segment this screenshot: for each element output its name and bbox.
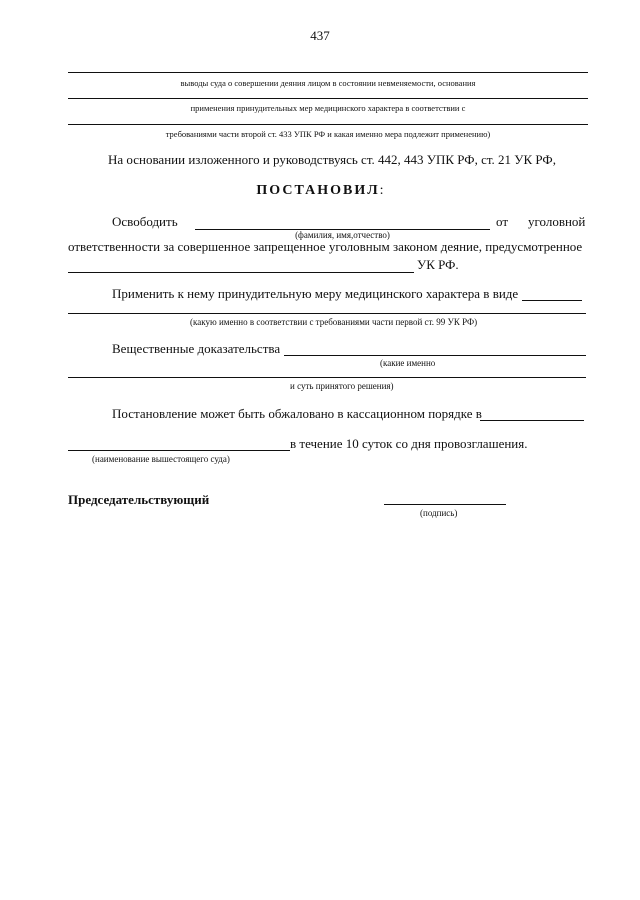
evidence-label: Вещественные доказательства xyxy=(112,341,281,356)
release-label: Освободить xyxy=(112,214,178,229)
evidence-caption-2: и суть принятого решения) xyxy=(290,381,394,391)
court-caption: (наименование вышестоящего суда) xyxy=(92,454,230,464)
fill-line xyxy=(68,72,588,73)
appeal-text: Постановление может быть обжаловано в кассационном порядке в xyxy=(112,406,482,421)
caption-line-1: выводы суда о совершении деяния лицом в состоянии невменяемости, основания xyxy=(180,78,476,88)
name-caption: (фамилия, имя,отчество) xyxy=(295,230,390,240)
caption-line-2: применения принудительных мер медицинского характера в соответствии с xyxy=(190,103,466,113)
appeal-term: в течение 10 суток со дня провозглашения. xyxy=(290,436,528,451)
basis-text: На основании изложенного и руководствуясь ст. 442, 443 УПК РФ, ст. 21 УК РФ, xyxy=(108,152,556,167)
evidence-fill-line-2 xyxy=(68,377,586,378)
criminal-word: уголовной xyxy=(528,214,586,229)
court-fill-line xyxy=(68,450,290,451)
signature-caption: (подпись) xyxy=(420,508,458,518)
fill-line xyxy=(68,98,588,99)
decree-colon: : xyxy=(379,183,384,198)
decree-heading xyxy=(0,183,640,199)
evidence-caption-1: (какие именно xyxy=(380,358,436,368)
page-number: 437 xyxy=(310,28,330,43)
measure-text: Применить к нему принудительную меру медицинского характера в виде xyxy=(112,286,519,301)
caption-line-3: требованиями части второй ст. 433 УПК РФ и какая именно мера подлежит применению) xyxy=(165,129,491,139)
measure-fill-line xyxy=(522,300,582,301)
signature-fill-line xyxy=(384,504,506,505)
fill-line xyxy=(68,124,588,125)
liability-text: ответственности за совершенное запрещенное уголовным законом деяние, предусмотренное xyxy=(68,239,583,254)
article-fill-line xyxy=(68,272,414,273)
evidence-fill-line xyxy=(284,355,586,356)
appeal-fill-line xyxy=(480,420,584,421)
decree-title: ПОСТАНОВИЛ xyxy=(256,183,380,198)
from-word: от xyxy=(496,214,509,229)
measure-caption: (какую именно в соответствии с требованиями части первой ст. 99 УК РФ) xyxy=(190,317,478,327)
code-ref: УК РФ. xyxy=(417,257,459,272)
signature-title: Председательствующий xyxy=(68,492,210,507)
measure-fill-line-2 xyxy=(68,313,586,314)
